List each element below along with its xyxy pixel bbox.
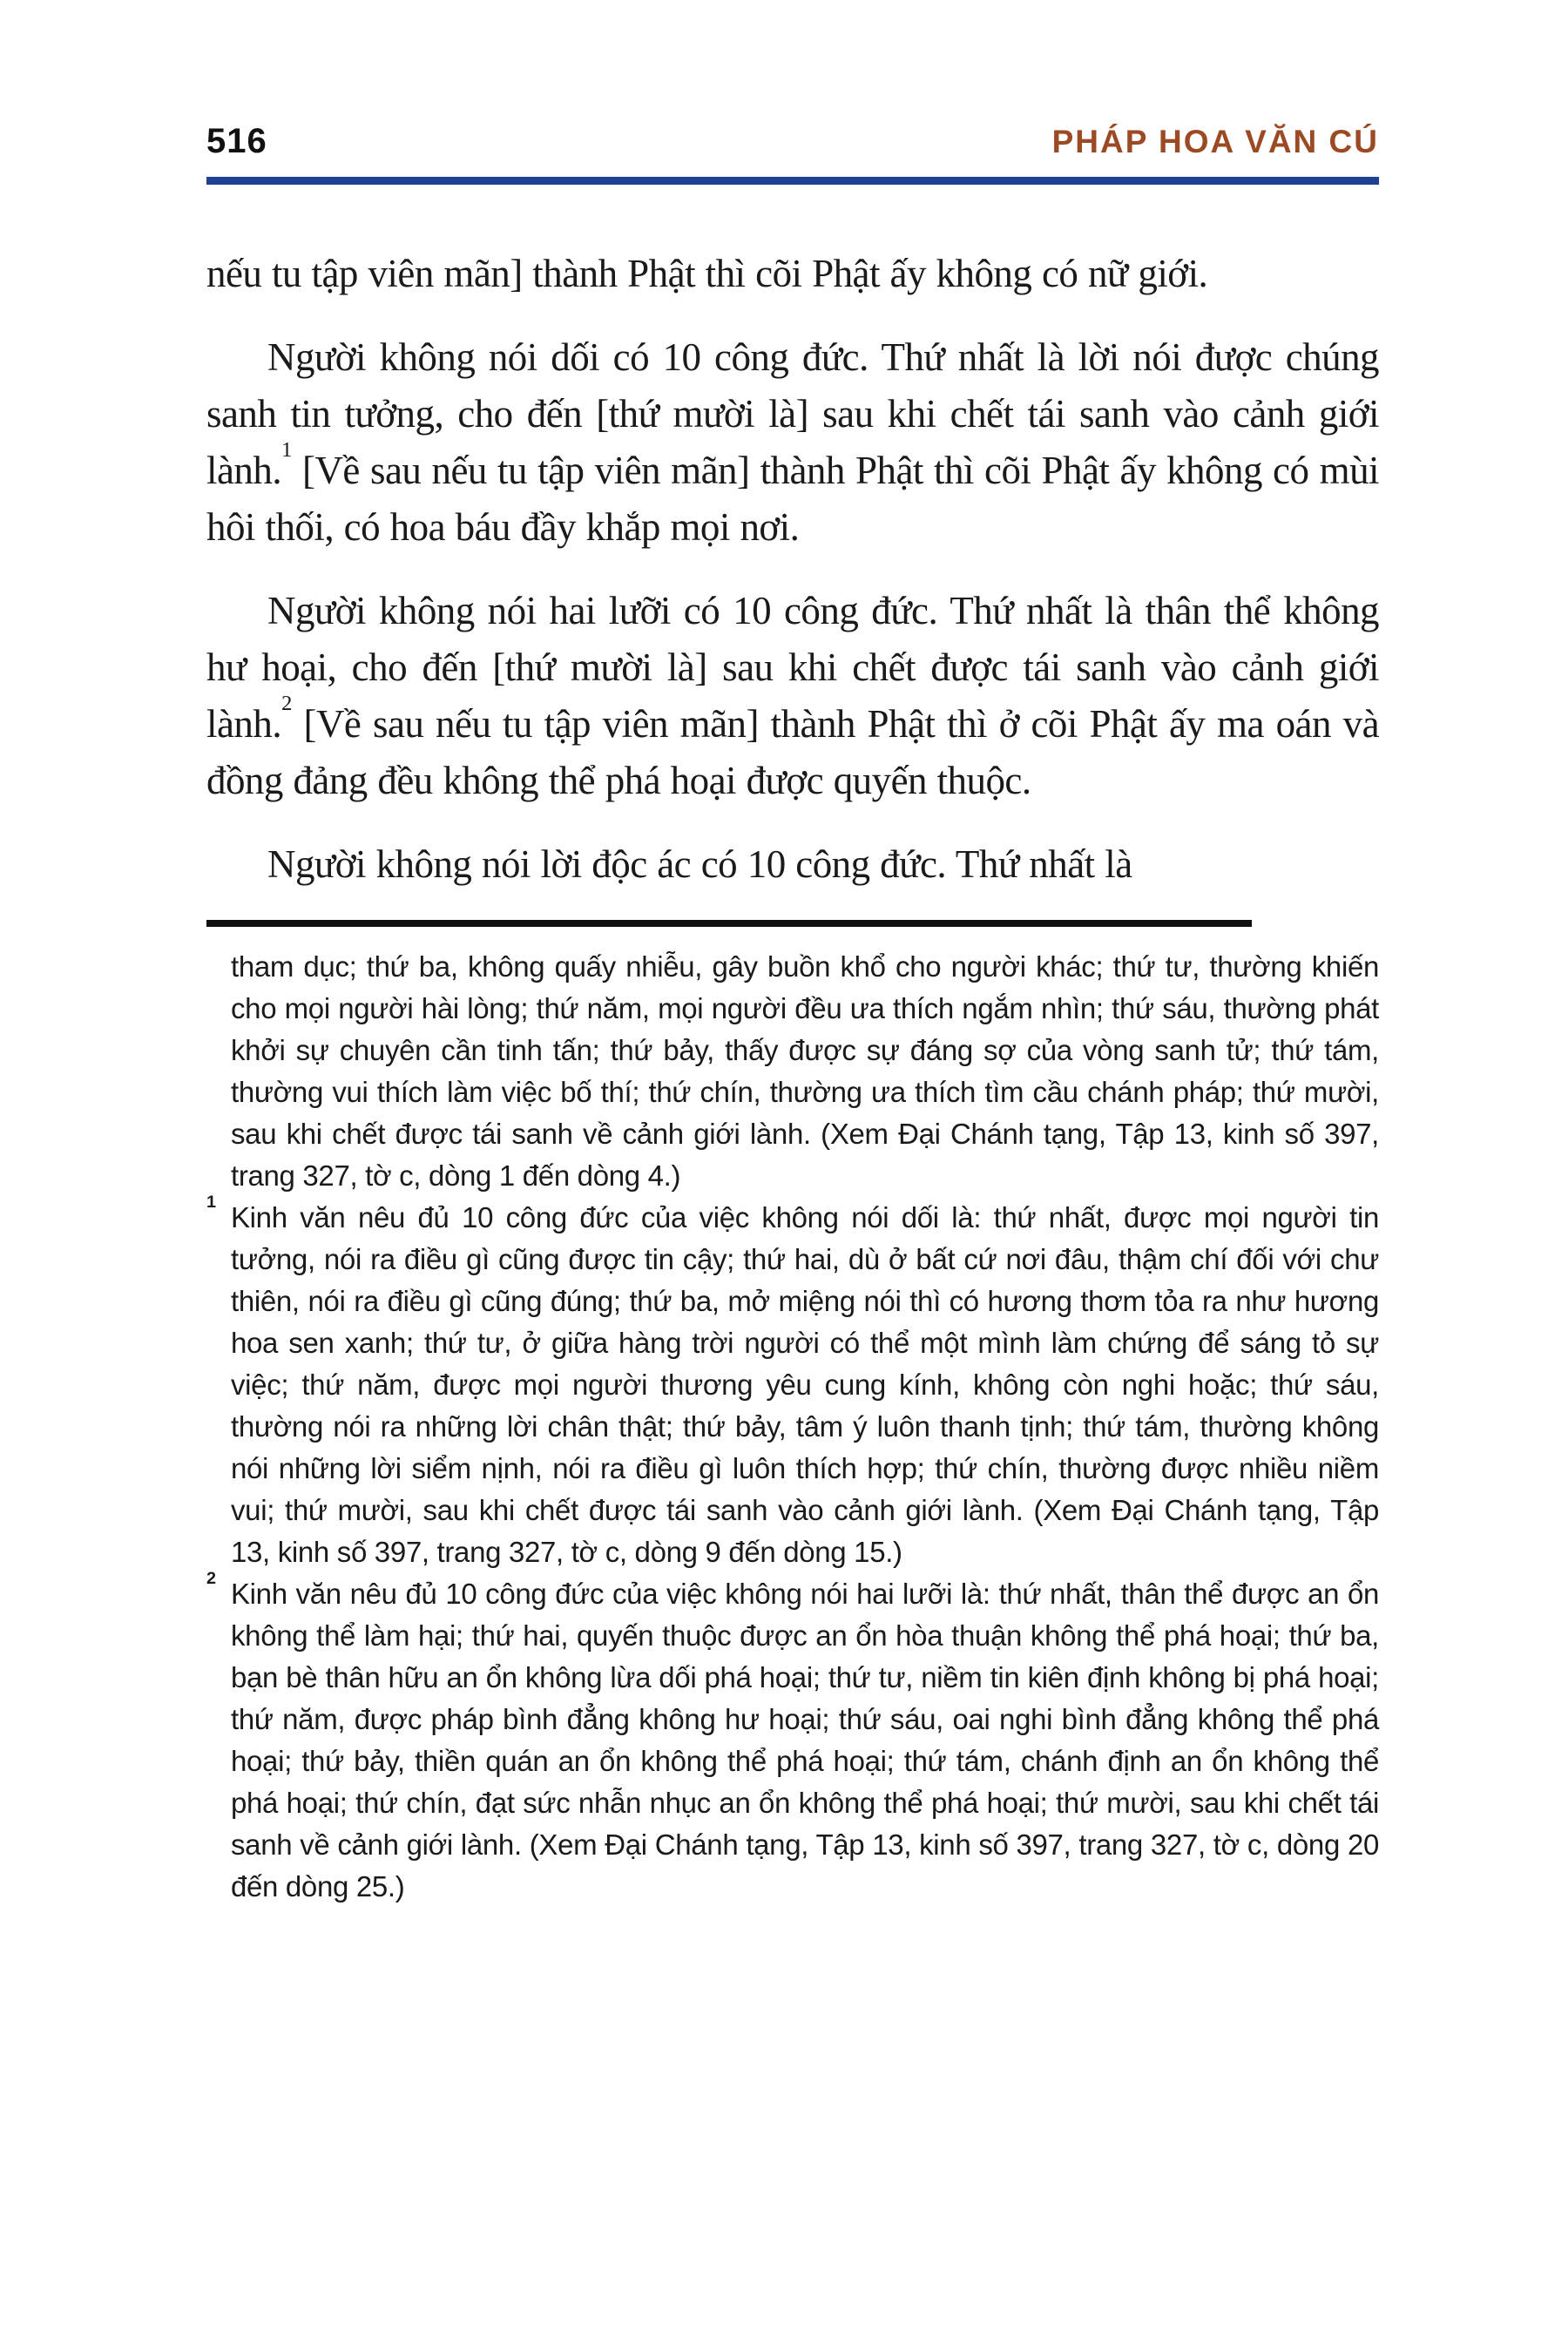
body-paragraph	[206, 246, 1379, 302]
footnotes	[206, 946, 1379, 1908]
header-rule	[206, 177, 1379, 185]
paragraph-text: [Về sau nếu tu tập viên mãn] thành Phật thì cõi Phật ấy không có mùi hôi thối, có hoa báu đầy khắp mọi nơi.	[206, 449, 1379, 549]
body-text	[206, 246, 1379, 893]
footnote-item	[206, 946, 1379, 1197]
paragraph-text: Người không nói hai lưỡi có 10 công đức. Thứ nhất là thân thể không hư hoại, cho đến [thứ mười là] sau khi chết được tái sanh vào cảnh giới lành.	[206, 589, 1379, 746]
body-paragraph	[206, 583, 1379, 809]
footnote-ref-1: 1	[281, 437, 292, 462]
paragraph-text: [Về sau nếu tu tập viên mãn] thành Phật thì ở cõi Phật ấy ma oán và đồng đảng đều không thể phá hoại được quyến thuộc.	[206, 702, 1379, 802]
footnote-item: $^1$ Kinh văn nêu đủ 10 công đức của việc không nói dối là: thứ nhất, được mọi người tin tưởng, nói ra điều gì cũng được tin cậy; thứ hai, dù ở bất cứ nơi đâu, thậm chí đối với chư thiên, nói ra điều gì cũng đúng; thứ ba, mở miệng nói thì có hương thơm tỏa ra như hương hoa sen xanh; thứ tư, ở giữa hàng trời người có thể một mình làm chứng để sáng tỏ sự việc; thứ năm, được mọi người thương yêu cung kính, không còn nghi hoặc; thứ sáu, thường nói ra những lời chân thật; thứ bảy, tâm ý luôn thanh tịnh; thứ tám, thường không nói những lời siểm nịnh, nói ra điều gì luôn thích hợp; thứ chín, thường được nhiều niềm vui; thứ mười, sau khi chết được tái sanh vào cảnh giới lành. (Xem Đại Chánh tạng, Tập 13, kinh số 397, trang 327, tờ c, dòng 9 đến dòng 15.)	[206, 1193, 1379, 1568]
footnote-text: Kinh văn nêu đủ 10 công đức của việc không nói hai lưỡi là: thứ nhất, thân thể được an ổn không thể làm hại; thứ hai, quyến thuộc được an ổn hòa thuận không thể phá hoại; thứ ba, bạn bè thân hữu an ổn không lừa dối phá hoại; thứ tư, niềm tin kiên định không bị phá hoại; thứ năm, được pháp bình đẳng không hư hoại; thứ sáu, oai nghi bình đẳng không thể phá hoại; thứ bảy, thiền quán an ổn không thể phá hoại; thứ tám, chánh định an ổn không thể phá hoại; thứ chín, đạt sức nhẫn nhục an ổn không thể phá hoại; thứ mười, sau khi chết tái sanh về cảnh giới lành. (Xem Đại Chánh tạng, Tập 13, kinh số 397, trang 327, tờ c, dòng 20 đến dòng 25.)	[231, 1578, 1379, 1903]
footnote-text: Kinh văn nêu đủ 10 công đức của việc không nói dối là: thứ nhất, được mọi người tin tưởng, nói ra điều gì cũng được tin cậy; thứ hai, dù ở bất cứ nơi đâu, thậm chí đối với chư thiên, nói ra điều gì cũng đúng; thứ ba, mở miệng nói thì có hương thơm tỏa ra như hương hoa sen xanh; thứ tư, ở giữa hàng trời người có thể một mình làm chứng để sáng tỏ sự việc; thứ năm, được mọi người thương yêu cung kính, không còn nghi hoặc; thứ sáu, thường nói ra những lời chân thật; thứ bảy, tâm ý luôn thanh tịnh; thứ tám, thường không nói những lời siểm nịnh, nói ra điều gì luôn thích hợp; thứ chín, thường được nhiều niềm vui; thứ mười, sau khi chết được tái sanh vào cảnh giới lành. (Xem Đại Chánh tạng, Tập 13, kinh số 397, trang 327, tờ c, dòng 9 đến dòng 15.)	[231, 1201, 1379, 1568]
page-header	[206, 122, 1379, 161]
footnote-separator	[206, 920, 1252, 927]
footnote-ref-2: 2	[281, 691, 292, 715]
paragraph-text: nếu tu tập viên mãn] thành Phật thì cõi Phật ấy không có nữ giới.	[206, 252, 1208, 295]
running-title: PHÁP HOA VĂN CÚ	[1051, 124, 1379, 159]
paragraph-text: Người không nói lời độc ác có 10 công đức. Thứ nhất là	[267, 842, 1132, 886]
body-paragraph	[206, 329, 1379, 556]
paragraph-text: Người không nói dối có 10 công đức. Thứ nhất là lời nói được chúng sanh tin tưởng, cho đến [thứ mười là] sau khi chết tái sanh vào cảnh giới lành.	[206, 335, 1379, 492]
footnote-text: tham dục; thứ ba, không quấy nhiễu, gây buồn khổ cho người khác; thứ tư, thường khiến cho mọi người hài lòng; thứ năm, mọi người đều ưa thích ngắm nhìn; thứ sáu, thường phát khởi sự chuyên cần tinh tấn; thứ bảy, thấy được sự đáng sợ của vòng sanh tử; thứ tám, thường vui thích làm việc bố thí; thứ chín, thường ưa thích tìm cầu chánh pháp; thứ mười, sau khi chết được tái sanh về cảnh giới lành. (Xem Đại Chánh tạng, Tập 13, kinh số 397, trang 327, tờ c, dòng 1 đến dòng 4.)	[231, 950, 1379, 1192]
page-number: 516	[206, 122, 267, 160]
footnote-item: $^2$ Kinh văn nêu đủ 10 công đức của việc không nói hai lưỡi là: thứ nhất, thân thể được an ổn không thể làm hại; thứ hai, quyến thuộc được an ổn hòa thuận không thể phá hoại; thứ ba, bạn bè thân hữu an ổn không lừa dối phá hoại; thứ tư, niềm tin kiên định không bị phá hoại; thứ năm, được pháp bình đẳng không hư hoại; thứ sáu, oai nghi bình đẳng không thể phá hoại; thứ bảy, thiền quán an ổn không thể phá hoại; thứ tám, chánh định an ổn không thể phá hoại; thứ chín, đạt sức nhẫn nhục an ổn không thể phá hoại; thứ mười, sau khi chết tái sanh về cảnh giới lành. (Xem Đại Chánh tạng, Tập 13, kinh số 397, trang 327, tờ c, dòng 20 đến dòng 25.)	[206, 1569, 1379, 1903]
body-paragraph	[206, 836, 1379, 893]
